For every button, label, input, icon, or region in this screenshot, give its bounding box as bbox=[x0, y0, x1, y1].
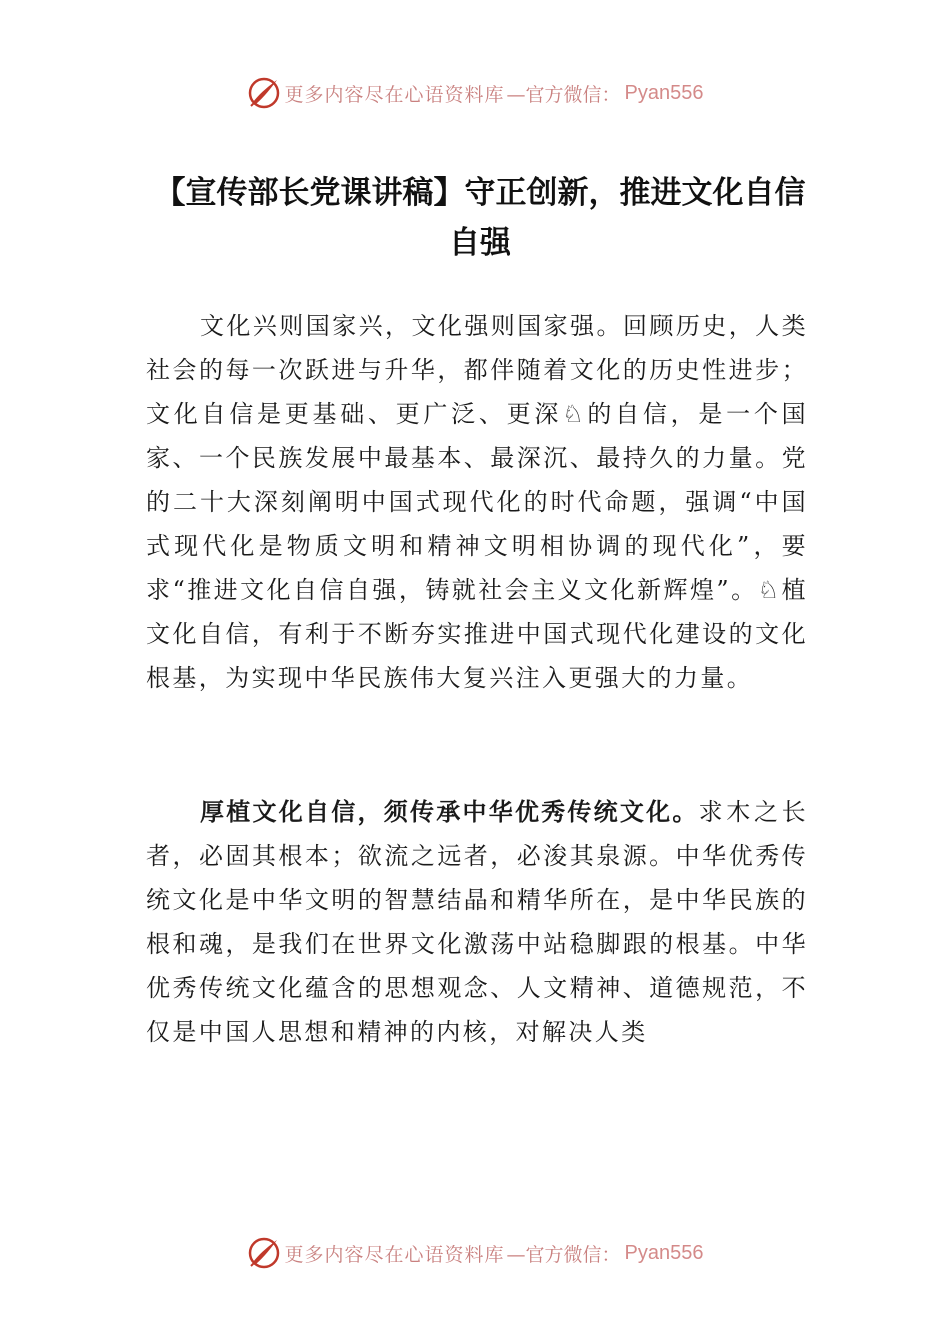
document-title: 【宣传部长党课讲稿】守正创新，推进文化自信自强 bbox=[154, 175, 806, 261]
quill-logo-icon bbox=[247, 1236, 281, 1270]
footer-wechat-id: Pyan556 bbox=[624, 1241, 704, 1264]
footer-separator-text: —官方微信： bbox=[506, 1243, 621, 1266]
paragraph-2-lead: 厚植文化自信，须传承中华优秀传统文化。 bbox=[200, 798, 699, 826]
paragraph-2-text: 求木之长者，必固其根本；欲流之远者，必浚其泉源。中华优秀传统文化是中华文明的智慧结晶和精华所在，是中华民族的根和魂，是我们在世界文化激荡中站稳脚跟的根基。中华优秀传统文化蕴含的思想观念、人文精神、道德规范，不仅是中国人思想和精神的内核，对解决人类 bbox=[146, 798, 808, 1046]
paragraph-1 bbox=[146, 304, 808, 700]
header-brand-text: 更多内容尽在心语资料库 bbox=[284, 83, 505, 106]
quill-logo-icon bbox=[247, 76, 281, 110]
paragraph-2 bbox=[146, 790, 808, 1054]
footer-brand-text: 更多内容尽在心语资料库 bbox=[284, 1243, 505, 1266]
header-separator-text: —官方微信： bbox=[506, 83, 621, 106]
header-wechat-id: Pyan556 bbox=[624, 81, 704, 104]
header-watermark bbox=[0, 73, 950, 113]
paragraph-1-text: 文化兴则国家兴，文化强则国家强。回顾历史，人类社会的每一次跃进与升华，都伴随着文化的历史性进步；文化自信是更基础、更广泛、更深♘的自信，是一个国家、一个民族发展中最基本、最深沉、最持久的力量。党的二十大深刻阐明中国式现代化的时代命题，强调“中国式现代化是物质文明和精神文明相协调的现代化”，要求“推进文化自信自强，铸就社会主义文化新辉煌”。♘植文化自信，有利于不断夯实推进中国式现代化建设的文化根基，为实现中华民族伟大复兴注入更强大的力量。 bbox=[146, 312, 808, 692]
footer-watermark bbox=[0, 1233, 950, 1273]
